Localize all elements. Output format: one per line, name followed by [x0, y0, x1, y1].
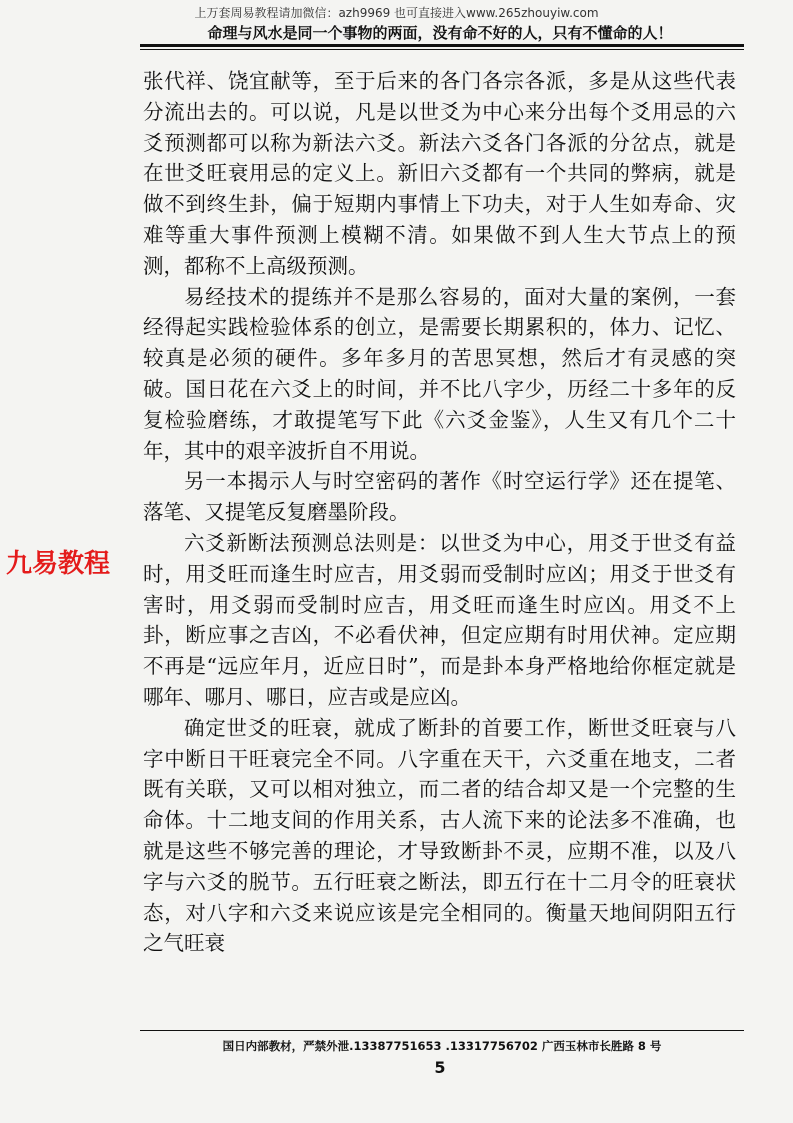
- paragraph-1: 张代祥、饶宜献等，至于后来的各门各宗各派，多是从这些代表分流出去的。可以说，凡是以世爻为中心来分出每个爻用忌的六爻预测都可以称为新法六爻。新法六爻各门各派的分岔点，就是在世爻旺衰用忌的定义上。新旧六爻都有一个共同的弊病，就是做不到终生卦，偏于短期内事情上下功夫，对于人生如寿命、灾难等重大事件预测上模糊不清。如果做不到人生大节点上的预测，都称不上高级预测。: [143, 69, 736, 278]
- header-rule-thin: [140, 49, 744, 50]
- body-text: [143, 66, 736, 959]
- watermark-logo: 九易教程: [6, 549, 111, 579]
- paragraph-2: 易经技术的提练并不是那么容易的，面对大量的案例，一套经得起实践检验体系的创立，是需要长期累积的，体力、记忆、较真是必须的硬件。多年多月的苦思冥想，然后才有灵感的突破。国日花在六爻上的时间，并不比八字少，历经二十多年的反复检验磨练，才敢提笔写下此《六爻金鉴》，人生又有几个二十年，其中的艰辛波折自不用说。: [143, 284, 736, 463]
- header-rule: [140, 44, 744, 47]
- running-header: 命理与风水是同一个事物的两面，没有命不好的人，只有不懂命的人！: [207, 24, 673, 42]
- paragraph-5: 确定世爻的旺衰，就成了断卦的首要工作，断世爻旺衰与八字中断日干旺衰完全不同。八字重在天干，六爻重在地支，二者既有关联，又可以相对独立，而二者的结合却又是一个完整的生命体。十二地支间的作用关系，古人流下来的论法多不准确，也就是这些不够完善的理论，才导致断卦不灵，应期不准，以及八字与六爻的脱节。五行旺衰之断法，即五行在十二月令的旺衰状态，对八字和六爻来说应该是完全相同的。衡量天地间阴阳五行之气旺衰: [143, 715, 736, 956]
- paragraph-4: 六爻新断法预测总法则是：以世爻为中心，用爻于世爻有益时，用爻旺而逢生时应吉，用爻弱而受制时应凶；用爻于世爻有害时，用爻弱而受制时应吉，用爻旺而逢生时应凶。用爻不上卦，断应事之吉凶，不必看伏神，但定应期有时用伏神。定应期不再是“远应年月，近应日时”，而是卦本身严格地给你框定就是哪年、哪月、哪日，应吉或是应凶。: [143, 530, 736, 709]
- footer-rule: [140, 1030, 744, 1031]
- footer-text: 国日内部教材，严禁外泄.13387751653 .13317756702 广西玉林市长胜路 8 号: [222, 1039, 662, 1053]
- top-banner: 上万套周易教程请加微信：azh9969 也可直接进入www.265zhouyiw.com: [194, 6, 599, 20]
- paragraph-3: 另一本揭示人与时空密码的著作《时空运行学》还在提笔、落笔、又提笔反复磨墨阶段。: [143, 469, 736, 525]
- page-number: 5: [434, 1058, 446, 1077]
